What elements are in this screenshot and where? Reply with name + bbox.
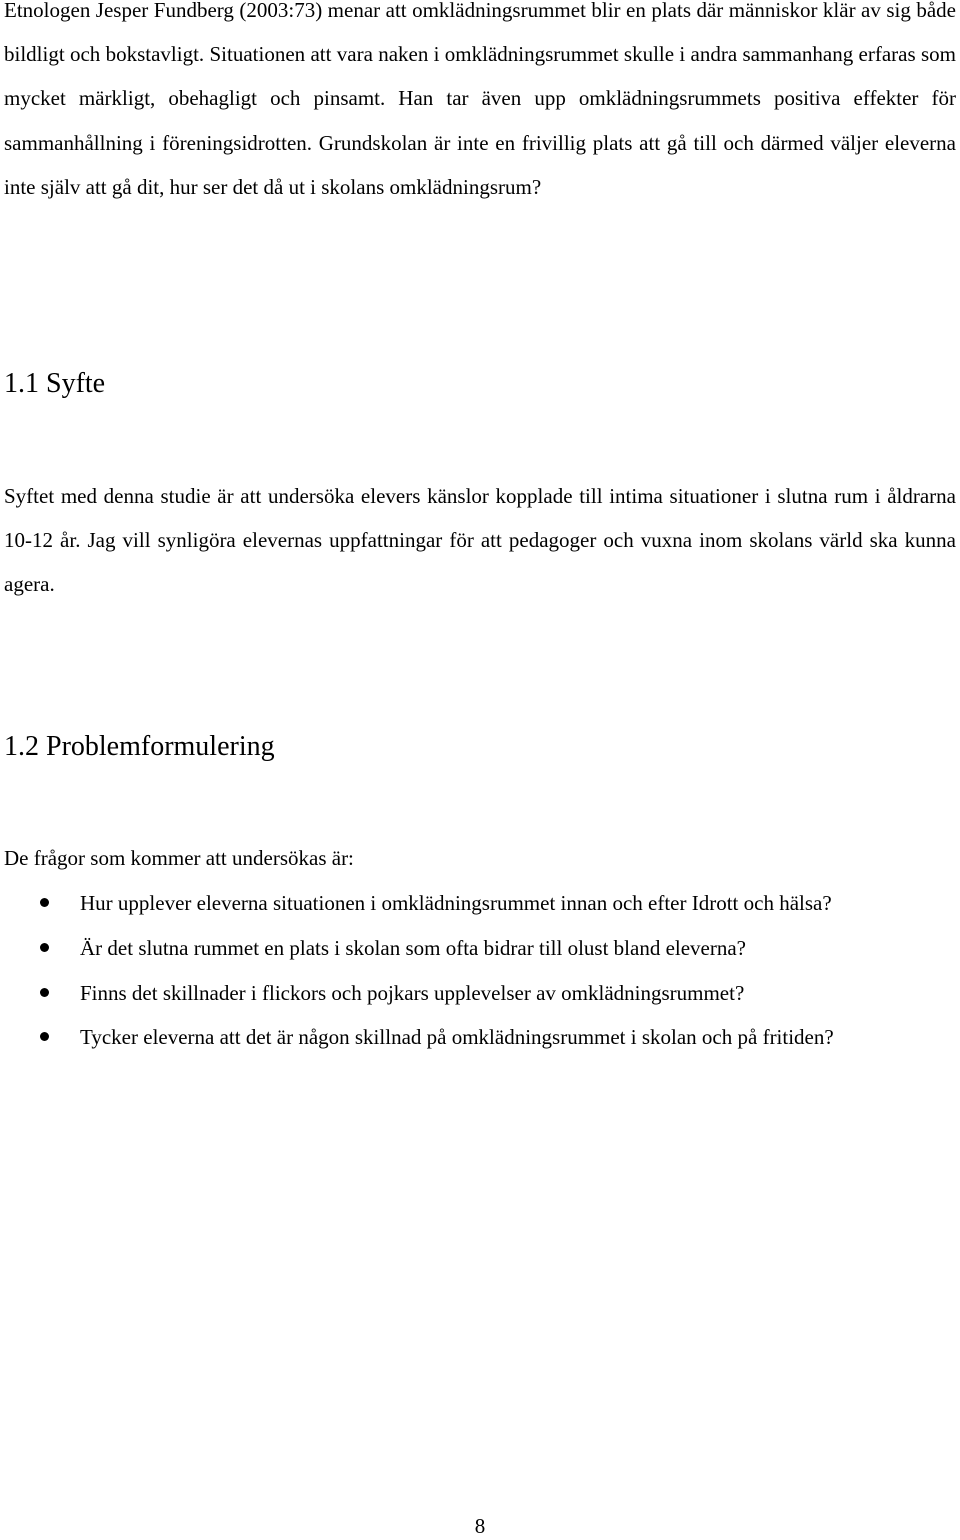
bullet-icon [40, 988, 49, 997]
bullet-icon [40, 898, 49, 907]
question-list [0, 881, 960, 1060]
bullet-icon [40, 943, 49, 952]
intro-paragraph: Etnologen Jesper Fundberg (2003:73) menar att omklädningsrummet blir en plats där människor klär av sig både bildligt och bokstavligt. Situationen att vara naken i omklädningsrummet skulle i andra sammanhang erfaras som mycket märkligt, obehagligt och pinsamt. Han tar även upp omklädningsrummets positiva effekter för sammanhållning i föreningsidrotten. Grundskolan är inte en frivillig plats att gå till och därmed väljer eleverna inte själv att gå dit, hur ser det då ut i skolans omklädningsrum? [4, 0, 956, 199]
syfte-paragraph: Syftet med denna studie är att undersöka elevers känslor kopplade till intima situationer i slutna rum i åldrarna 10-12 år. Jag vill synligöra elevernas uppfattningar för att pedagoger och vuxna inom skolans värld ska kunna agera. [4, 484, 956, 597]
section-heading-problemformulering: 1.2 Problemformulering [4, 731, 275, 762]
questions-intro: De frågor som kommer att undersökas är: [4, 846, 354, 870]
question-text: Finns det skillnader i flickors och pojkars upplevelser av omklädningsrummet? [80, 980, 745, 1005]
question-text: Är det slutna rummet en plats i skolan som ofta bidrar till olust bland eleverna? [80, 935, 747, 960]
question-text: Tycker eleverna att det är någon skillnad på omklädningsrummet i skolan och på fritiden? [80, 1025, 834, 1050]
question-item [0, 971, 956, 1015]
page-number: 8 [474, 1514, 486, 1538]
question-text: Hur upplever eleverna situationen i omklädningsrummet innan och efter Idrott och hälsa? [80, 891, 832, 915]
bullet-icon [40, 1032, 49, 1041]
question-item [0, 1015, 956, 1059]
question-item [0, 926, 956, 970]
question-item [0, 881, 956, 925]
section-heading-syfte: 1.1 Syfte [4, 368, 106, 399]
